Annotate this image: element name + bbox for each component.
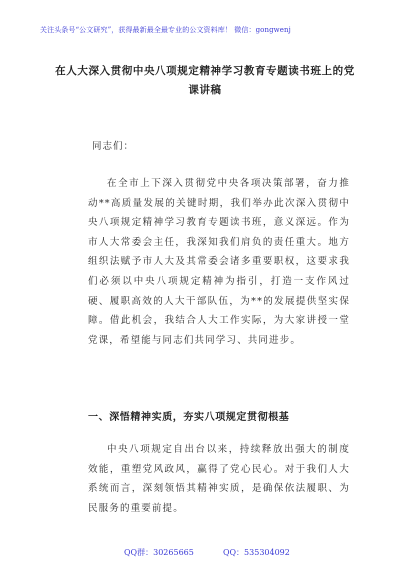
salutation: 同志们：: [92, 141, 135, 152]
document-title: 在人大深入贯彻中央八项规定精神学习教育专题读书班上的党课讲稿: [55, 65, 355, 96]
qq-number: QQ：535304092: [222, 548, 290, 557]
body-paragraph-1: 在全市上下深入贯彻党中央各项决策部署，奋力推动**高质量发展的关键时期，我们举办此次深入贯彻中央八项规定精神学习教育专题读书班，意义深远。作为市人大常委会主任，我深知我们肩负的责任重大。地方组织法赋予市人大及其常委会诸多重要职权，这要求我们必须以中央八项规定精神为指引，打造一支作风过硬、履职高效的人大干部队伍，为**的发展提供坚实保障。借此机会，我结合人大工作实际，为大家讲授一堂党课，希望能与同志们共同学习、共同进步。: [88, 178, 350, 346]
footer-contacts: [124, 547, 290, 558]
qq-group-number: QQ群：30265665: [124, 548, 194, 557]
section-heading: 一、深悟精神实质，夯实八项规定贯彻根基: [88, 412, 290, 423]
body-paragraph-2: 中央八项规定自出台以来，持续释放出强大的制度效能，重塑党风政风，赢得了党心民心。对于我们人大系统而言，深刻领悟其精神实质，是确保依法履职、为民服务的重要前提。: [88, 444, 350, 514]
header-banner: 关注头条号“公文研究”，获得最新最全最专业的公文资料库！ 微信：gongwenj: [40, 26, 291, 34]
